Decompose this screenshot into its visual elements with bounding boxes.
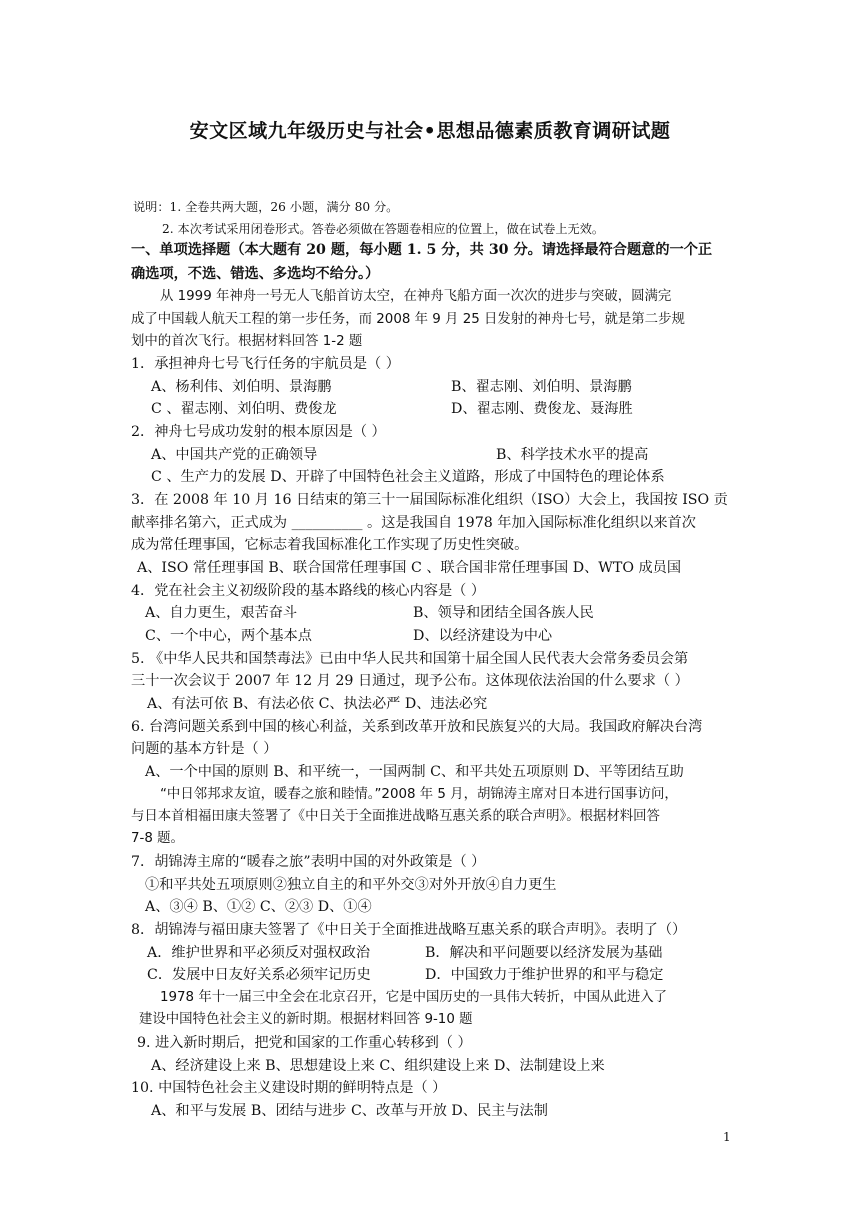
material-3-line-2: 建设中国特色社会主义的新时期。根据材料回答 9-10 题	[139, 1012, 473, 1027]
q1-option-d: D、翟志刚、费俊龙、聂海胜	[451, 401, 633, 417]
q3-options: A、ISO 常任理事国 B、联合国常任理事国 C 、联合国非常任理事国 D、WTO 成员国	[137, 560, 682, 576]
q4-stem: 4．党在社会主义初级阶段的基本路线的核心内容是（ ）	[131, 583, 486, 599]
q7-stem: 7．胡锦涛主席的“暖春之旅”表明中国的对外政策是（ ）	[131, 854, 486, 870]
q2-option-cd: C 、生产力的发展 D、开辟了中国特色社会主义道路，形成了中国特色的理论体系	[151, 469, 665, 485]
q6-stem-line-1: 6. 台湾问题关系到中国的核心利益，关系到改革开放和民族复兴的大局。我国政府解决台湾	[131, 719, 703, 735]
q1-option-b: B、翟志刚、刘伯明、景海鹏	[451, 379, 632, 395]
q2-option-a: A、中国共产党的正确领导	[151, 447, 318, 463]
q2-option-b: B、科学技术水平的提高	[496, 447, 649, 463]
instruction-2: 2. 本次考试采用闭卷形式。答卷必须做在答题卷相应的位置上，做在试卷上无效。	[162, 222, 605, 236]
q7-items: ①和平共处五项原则②独立自主的和平外交③对外开放④自力更生	[145, 877, 557, 893]
section-heading-line-1: 一、单项选择题（本大题有 20 题，每小题 1. 5 分，共 30 分。请选择最符合题意的一个正	[131, 242, 713, 258]
q9-options: A、经济建设上来 B、思想建设上来 C、组织建设上来 D、法制建设上来	[151, 1058, 605, 1074]
material-2-line-1: “中日邻邦求友谊，暖春之旅和睦情。”2008 年 5 月，胡锦涛主席对日本进行国事访问，	[160, 787, 678, 802]
instruction-1: 说明：1. 全卷共两大题，26 小题，满分 80 分。	[133, 200, 399, 214]
q5-stem-line-2: 三十一次会议于 2007 年 12 月 29 日通过，现予公布。这体现依法治国的什么要求（ ）	[131, 673, 689, 689]
page-number: 1	[723, 1130, 731, 1144]
q1-stem: 1．承担神舟七号飞行任务的宇航员是（ ）	[131, 356, 400, 372]
q8-option-d: D．中国致力于维护世界的和平与稳定	[425, 967, 664, 983]
q10-options: A、和平与发展 B、团结与进步 C、改革与开放 D、民主与法制	[151, 1103, 548, 1119]
material-1-line-1: 从 1999 年神舟一号无人飞船首访太空，在神舟飞船方面一次次的进步与突破，圆满完	[160, 289, 672, 304]
q8-stem: 8．胡锦涛与福田康夫签署了《中日关于全面推进战略互惠关系的联合声明》。表明了（）	[131, 922, 687, 938]
material-1-line-2: 成了中国载人航天工程的第一步任务，而 2008 年 9 月 25 日发射的神舟七号，就是第二步规	[131, 312, 685, 327]
q5-options: A、有法可依 B、有法必依 C、执法必严 D、违法必究	[147, 696, 488, 712]
q7-options: A、③④ B、①② C、②③ D、①④	[145, 899, 372, 915]
material-1-line-3: 划中的首次飞行。根据材料回答 1-2 题	[131, 334, 363, 349]
q9-stem: 9. 进入新时期后，把党和国家的工作重心转移到（ ）	[137, 1035, 472, 1051]
material-3-line-1: 1978 年十一届三中全会在北京召开，它是中国历史的一具伟大转折，中国从此进入了	[160, 990, 668, 1005]
section-heading-line-2: 确选项，不选、错选、多选均不给分。）	[131, 266, 380, 282]
q8-option-c: C．发展中日友好关系必须牢记历史	[147, 967, 371, 983]
q6-stem-line-2: 问题的基本方针是（ ）	[131, 741, 278, 757]
q3-stem-line-3: 成为常任理事国，它标志着我国标准化工作实现了历史性突破。	[131, 537, 529, 553]
q6-options: A、一个中国的原则 B、和平统一，一国两制 C、和平共处五项原则 D、平等团结互助	[145, 764, 684, 780]
q10-stem: 10. 中国特色社会主义建设时期的鲜明特点是（ ）	[131, 1080, 447, 1096]
q3-stem-line-2: 献率排名第六，正式成为 __________ 。这是我国自 1978 年加入国际标准化组织以来首次	[131, 515, 696, 531]
q8-option-b: B．解决和平问题要以经济发展为基础	[425, 945, 663, 961]
material-2-line-3: 7-8 题。	[131, 831, 184, 846]
q4-option-a: A、自力更生，艰苦奋斗	[145, 605, 298, 621]
q4-option-d: D、以经济建设为中心	[413, 628, 553, 644]
page-title: 安文区域九年级历史与社会•思想品德素质教育调研试题	[189, 120, 671, 142]
q2-stem: 2．神舟七号成功发射的根本原因是（ ）	[131, 424, 386, 440]
q4-option-c: C、一个中心，两个基本点	[145, 628, 312, 644]
q8-option-a: A．维护世界和平必须反对强权政治	[147, 945, 371, 961]
q1-option-c: C 、翟志刚、刘伯明、费俊龙	[151, 401, 337, 417]
q3-stem-line-1: 3．在 2008 年 10 月 16 日结束的第三十一届国际标准化组织（ISO）大会上，我国按 ISO 贡	[131, 492, 728, 508]
material-2-line-2: 与日本首相福田康夫签署了《中日关于全面推进战略互惠关系的联合声明》。根据材料回答	[131, 809, 660, 824]
q1-option-a: A、杨利伟、刘伯明、景海鹏	[151, 379, 332, 395]
q5-stem-line-1: 5. 《中华人民共和国禁毒法》已由中华人民共和国第十届全国人民代表大会常务委员会第	[131, 651, 689, 667]
q4-option-b: B、领导和团结全国各族人民	[413, 605, 594, 621]
